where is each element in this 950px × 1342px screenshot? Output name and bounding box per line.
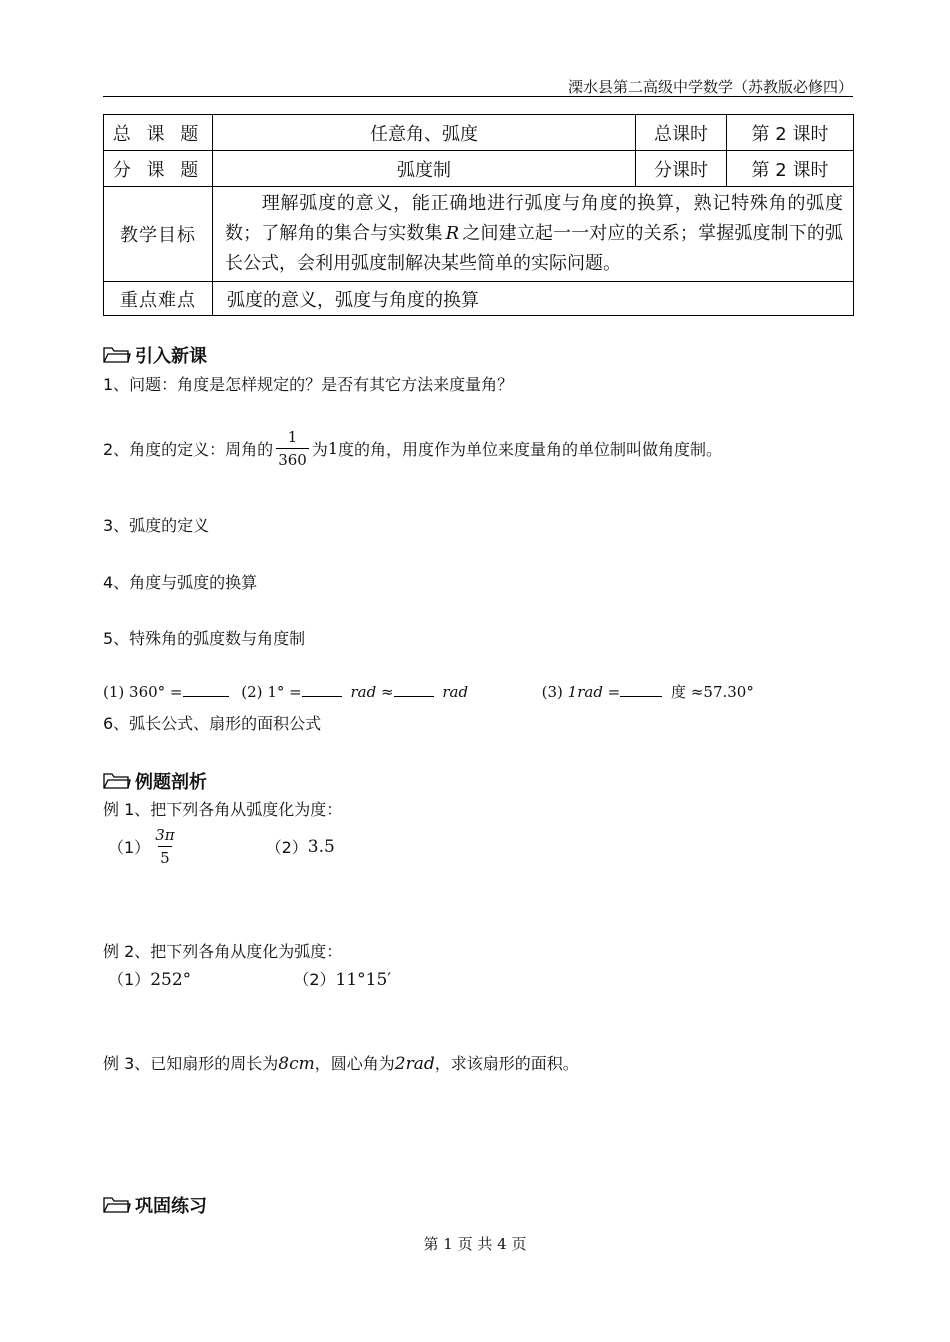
fraction-denominator: 360 [276,448,309,469]
header-rule [103,96,853,97]
objectives-part-b: 之间建立起一一对应的关系；掌握弧度制下的弧长公式，会利用弧度制解决某些简单的实际问题。 [225,223,844,274]
q2-text-a: 2、角度的定义：周角的 [103,440,274,459]
rad-unit: rad [350,683,377,701]
ex2-item-1-label: （1） [108,970,151,989]
objectives-text [213,187,854,282]
section-practice [103,1192,207,1218]
ex1-item-2-value: 3.5 [307,836,335,857]
question-5: 5、特殊角的弧度数与角度制 [103,629,306,648]
ex3-text-a: 例 3、已知扇形的周长为 [103,1054,279,1073]
question-6: 6、弧长公式、扇形的面积公式 [103,714,322,733]
example-1-items [108,826,335,867]
rad-unit: rad [442,683,469,701]
ex2-item-1-value: 252° [150,970,192,990]
fraction-3pi-5 [153,826,176,867]
set-r-symbol: R [445,223,460,244]
exercise-1-label: (1) [103,683,125,701]
exercise-1-expr: 360° = [129,683,183,701]
table-row [104,115,854,151]
answer-blank[interactable] [302,682,342,697]
question-1: 1、问题：角度是怎样规定的？是否有其它方法来度量角？ [103,375,514,394]
q2-text-c: 度的角，用度作为单位来度量角的单位制叫做角度制。 [338,440,723,459]
folder-icon [103,346,131,364]
question-4: 4、角度与弧度的换算 [103,573,258,592]
table-row [104,187,854,282]
approx-symbol: ≈ [380,683,394,701]
fraction-numerator: 1 [287,428,298,446]
page-header: 溧水县第二高级中学数学（苏教版必修四） [567,78,853,96]
fraction-one-360 [276,428,309,469]
answer-blank[interactable] [620,682,662,697]
table-row [104,282,854,316]
question-3: 3、弧度的定义 [103,516,210,535]
example-2-items [108,967,391,990]
fraction-numerator: 3π [155,826,175,844]
q2-one: 1 [327,439,339,458]
lesson-info-table [103,114,854,316]
answer-blank[interactable] [394,682,434,697]
section-examples [103,768,207,794]
total-periods-label: 总课时 [636,115,727,151]
ex1-item-1-label: （1） [108,838,151,857]
example-1-title: 例 1、把下列各角从弧度化为度： [103,800,343,819]
label-objectives: 教学目标 [104,187,213,282]
ex3-angle: 2rad [394,1054,435,1074]
fraction-denominator: 5 [158,846,172,867]
main-topic-value: 任意角、弧度 [213,115,636,151]
q2-text-b: 为 [311,440,328,459]
objectives-part-a: 理解弧度的意义，能正确地进行弧度与角度的换算，熟记特殊角的弧度数；了解角的集合与实数集 [225,193,843,244]
exercise-3-label: (3) [541,683,563,701]
key-points-value: 弧度的意义，弧度与角度的换算 [213,282,854,316]
label-key-points: 重点难点 [104,282,213,316]
page-footer: 第 1 页 共 4 页 [423,1235,527,1253]
label-main-topic: 总 课 题 [104,115,213,151]
exercise-3-expr: 1rad = [567,683,621,701]
sub-periods-label: 分课时 [636,151,727,187]
approx-value: ≈57.30° [690,683,754,701]
section-intro [103,342,207,368]
total-periods-value: 第 2 课时 [727,115,854,151]
section-title: 巩固练习 [135,1196,207,1217]
ex2-item-2-value: 11°15′ [335,970,392,990]
label-sub-topic: 分 课 题 [104,151,213,187]
folder-icon [103,1196,131,1214]
ex3-perimeter: 8cm [278,1054,315,1074]
exercise-2-expr: 1° = [267,683,302,701]
question-2 [103,428,722,469]
sub-topic-value: 弧度制 [213,151,636,187]
ex3-text-b: ，圆心角为 [314,1054,395,1073]
conversion-exercises [103,681,754,702]
table-row [104,151,854,187]
degree-word: 度 [671,683,687,701]
answer-blank[interactable] [183,682,229,697]
example-2-title: 例 2、把下列各角从度化为弧度： [103,942,343,961]
section-title: 引入新课 [135,346,207,367]
exercise-2-label: (2) [241,683,263,701]
section-title: 例题剖析 [135,772,207,793]
folder-icon [103,772,131,790]
ex3-text-c: ，求该扇形的面积。 [434,1054,579,1073]
ex2-item-2-label: （2） [293,970,336,989]
sub-periods-value: 第 2 课时 [727,151,854,187]
example-3 [103,1051,579,1074]
ex1-item-2-label: （2） [265,838,308,857]
